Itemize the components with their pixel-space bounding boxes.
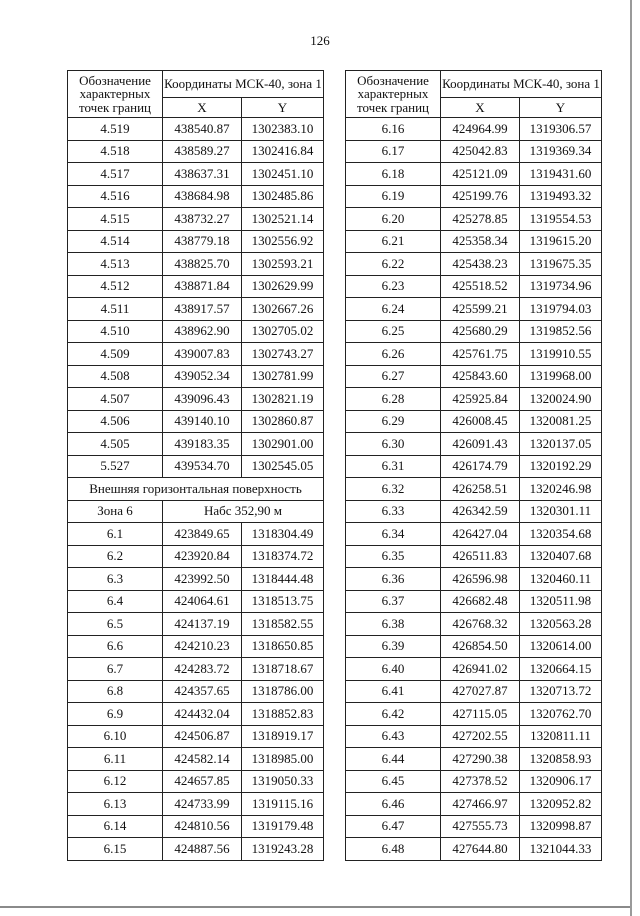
coord-y: 1319968.00	[520, 365, 602, 388]
coord-y: 1320614.00	[520, 635, 602, 658]
coord-y: 1319910.55	[520, 343, 602, 366]
point-id: 4.513	[68, 253, 163, 276]
coord-y: 1318444.48	[242, 568, 324, 591]
coord-x: 425680.29	[441, 320, 520, 343]
table-row	[346, 230, 602, 253]
coord-x: 438589.27	[163, 140, 242, 163]
table-row	[346, 140, 602, 163]
point-id: 6.36	[346, 568, 441, 591]
point-id: 4.507	[68, 388, 163, 411]
table-row	[68, 208, 324, 231]
coord-y: 1318304.49	[242, 523, 324, 546]
table-row	[346, 343, 602, 366]
coord-x: 424357.65	[163, 680, 242, 703]
coord-y: 1318786.00	[242, 680, 324, 703]
point-id: 6.47	[346, 815, 441, 838]
table-row	[346, 613, 602, 636]
header-coordinates: Координаты МСК-40, зона 1	[163, 71, 324, 98]
coord-x: 439052.34	[163, 365, 242, 388]
coord-y: 1320858.93	[520, 748, 602, 771]
coord-y: 1320137.05	[520, 433, 602, 456]
point-id: 4.512	[68, 275, 163, 298]
table-row	[68, 545, 324, 568]
point-id: 6.43	[346, 725, 441, 748]
coord-x: 426091.43	[441, 433, 520, 456]
coord-x: 438540.87	[163, 118, 242, 141]
point-id: 4.505	[68, 433, 163, 456]
coord-y: 1302485.86	[242, 185, 324, 208]
table-row	[346, 455, 602, 478]
table-row	[68, 635, 324, 658]
table-row	[346, 253, 602, 276]
coord-x: 425925.84	[441, 388, 520, 411]
point-id: 6.44	[346, 748, 441, 771]
page-number: 126	[310, 33, 330, 48]
coord-y: 1302593.21	[242, 253, 324, 276]
table-row	[346, 118, 602, 141]
point-id: 6.24	[346, 298, 441, 321]
table-row	[68, 118, 324, 141]
coord-x: 438684.98	[163, 185, 242, 208]
coord-y: 1320460.11	[520, 568, 602, 591]
coord-y: 1320713.72	[520, 680, 602, 703]
point-id: 4.519	[68, 118, 163, 141]
coord-y: 1302629.99	[242, 275, 324, 298]
table-row	[68, 343, 324, 366]
point-id: 6.41	[346, 680, 441, 703]
point-id: 6.8	[68, 680, 163, 703]
table-row	[68, 455, 324, 478]
table-row	[346, 523, 602, 546]
point-id: 6.21	[346, 230, 441, 253]
point-id: 6.39	[346, 635, 441, 658]
coord-y: 1318582.55	[242, 613, 324, 636]
coord-y: 1319050.33	[242, 770, 324, 793]
coord-x: 427466.97	[441, 793, 520, 816]
table-row	[68, 500, 324, 523]
coord-x: 438779.18	[163, 230, 242, 253]
point-id: 6.22	[346, 253, 441, 276]
table-row	[346, 635, 602, 658]
point-id: 6.23	[346, 275, 441, 298]
coord-x: 423849.65	[163, 523, 242, 546]
zone-height: Набс 352,90 м	[163, 500, 324, 523]
table-row	[68, 793, 324, 816]
table-row	[68, 658, 324, 681]
coord-y: 1318919.17	[242, 725, 324, 748]
coord-y: 1318513.75	[242, 590, 324, 613]
table-row	[346, 838, 602, 861]
coord-y: 1302451.10	[242, 163, 324, 186]
coord-y: 1302667.26	[242, 298, 324, 321]
point-id: 4.510	[68, 320, 163, 343]
coord-x: 424887.56	[163, 838, 242, 861]
coord-x: 427027.87	[441, 680, 520, 703]
point-id: 6.12	[68, 770, 163, 793]
coord-x: 425199.76	[441, 185, 520, 208]
table-row	[346, 298, 602, 321]
table-row	[68, 163, 324, 186]
table-row	[346, 185, 602, 208]
coord-x: 423920.84	[163, 545, 242, 568]
coord-y: 1320246.98	[520, 478, 602, 501]
table-row	[68, 478, 324, 501]
coord-y: 1320024.90	[520, 388, 602, 411]
table-row	[346, 770, 602, 793]
left-table-body	[68, 118, 324, 861]
coord-x: 426596.98	[441, 568, 520, 591]
zone-label: Зона 6	[68, 500, 163, 523]
table-row	[68, 230, 324, 253]
coord-x: 426768.32	[441, 613, 520, 636]
table-row	[68, 568, 324, 591]
table-row	[68, 140, 324, 163]
coord-y: 1302705.02	[242, 320, 324, 343]
coord-y: 1318374.72	[242, 545, 324, 568]
coord-y: 1320762.70	[520, 703, 602, 726]
coord-x: 426854.50	[441, 635, 520, 658]
coord-y: 1318718.67	[242, 658, 324, 681]
coord-y: 1320192.29	[520, 455, 602, 478]
header-y: Y	[520, 98, 602, 118]
coord-x: 425843.60	[441, 365, 520, 388]
point-id: 6.30	[346, 433, 441, 456]
point-id: 6.46	[346, 793, 441, 816]
coord-x: 438825.70	[163, 253, 242, 276]
table-row	[68, 838, 324, 861]
point-id: 4.517	[68, 163, 163, 186]
point-id: 6.48	[346, 838, 441, 861]
table-row	[346, 658, 602, 681]
coord-x: 426511.83	[441, 545, 520, 568]
point-id: 6.1	[68, 523, 163, 546]
point-id: 6.20	[346, 208, 441, 231]
coordinates-table-left	[67, 70, 324, 861]
coord-x: 426258.51	[441, 478, 520, 501]
point-id: 4.515	[68, 208, 163, 231]
table-row	[346, 365, 602, 388]
point-id: 6.15	[68, 838, 163, 861]
coord-y: 1319115.16	[242, 793, 324, 816]
coord-y: 1320407.68	[520, 545, 602, 568]
coord-x: 424064.61	[163, 590, 242, 613]
coord-x: 439140.10	[163, 410, 242, 433]
coord-y: 1319794.03	[520, 298, 602, 321]
coord-x: 426941.02	[441, 658, 520, 681]
table-row	[346, 320, 602, 343]
point-id: 6.34	[346, 523, 441, 546]
coordinates-table-right	[345, 70, 602, 861]
point-id: 6.14	[68, 815, 163, 838]
point-id: 6.16	[346, 118, 441, 141]
coord-y: 1319554.53	[520, 208, 602, 231]
point-id: 4.511	[68, 298, 163, 321]
table-row	[346, 680, 602, 703]
coord-x: 424506.87	[163, 725, 242, 748]
point-id: 6.31	[346, 455, 441, 478]
table-row	[68, 523, 324, 546]
coord-y: 1319431.60	[520, 163, 602, 186]
table-row	[68, 410, 324, 433]
coord-x: 427290.38	[441, 748, 520, 771]
table-row	[346, 388, 602, 411]
coord-y: 1320664.15	[520, 658, 602, 681]
coord-y: 1320998.87	[520, 815, 602, 838]
point-id: 4.516	[68, 185, 163, 208]
table-row	[68, 275, 324, 298]
coord-x: 425042.83	[441, 140, 520, 163]
coord-y: 1320081.25	[520, 410, 602, 433]
coord-y: 1319306.57	[520, 118, 602, 141]
table-row	[346, 545, 602, 568]
table-row	[346, 410, 602, 433]
coord-x: 425278.85	[441, 208, 520, 231]
point-id: 6.13	[68, 793, 163, 816]
coord-x: 425761.75	[441, 343, 520, 366]
header-coordinates: Координаты МСК-40, зона 1	[441, 71, 602, 98]
point-id: 6.11	[68, 748, 163, 771]
coord-y: 1302556.92	[242, 230, 324, 253]
table-row	[68, 185, 324, 208]
table-row	[68, 725, 324, 748]
point-id: 6.25	[346, 320, 441, 343]
coord-y: 1320906.17	[520, 770, 602, 793]
coord-y: 1302781.99	[242, 365, 324, 388]
coord-x: 425518.52	[441, 275, 520, 298]
header-y: Y	[242, 98, 324, 118]
table-row	[346, 815, 602, 838]
coord-x: 425599.21	[441, 298, 520, 321]
coord-y: 1319615.20	[520, 230, 602, 253]
section-title-row: Внешняя горизонтальная поверхность	[68, 478, 324, 501]
table-row	[68, 815, 324, 838]
table-row	[346, 793, 602, 816]
coord-x: 424657.85	[163, 770, 242, 793]
table-row	[68, 320, 324, 343]
point-id: 6.42	[346, 703, 441, 726]
coord-x: 425121.09	[441, 163, 520, 186]
coord-y: 1320563.28	[520, 613, 602, 636]
table-row	[346, 748, 602, 771]
header-x: X	[441, 98, 520, 118]
table-row	[346, 275, 602, 298]
point-id: 6.32	[346, 478, 441, 501]
page-frame-bottom-edge	[0, 906, 630, 908]
coord-y: 1302860.87	[242, 410, 324, 433]
coord-y: 1302383.10	[242, 118, 324, 141]
point-id: 6.45	[346, 770, 441, 793]
coord-x: 425358.34	[441, 230, 520, 253]
table-row	[346, 500, 602, 523]
coord-y: 1319179.48	[242, 815, 324, 838]
coord-y: 1319493.32	[520, 185, 602, 208]
point-id: 6.9	[68, 703, 163, 726]
coord-x: 426427.04	[441, 523, 520, 546]
table-row	[346, 433, 602, 456]
table-row	[68, 613, 324, 636]
point-id: 6.28	[346, 388, 441, 411]
coord-y: 1318852.83	[242, 703, 324, 726]
table-row	[346, 163, 602, 186]
point-id: 6.10	[68, 725, 163, 748]
table-row	[68, 748, 324, 771]
coord-x: 426682.48	[441, 590, 520, 613]
coord-x: 424137.19	[163, 613, 242, 636]
point-id: 6.6	[68, 635, 163, 658]
coord-x: 427115.05	[441, 703, 520, 726]
coord-x: 424733.99	[163, 793, 242, 816]
coord-y: 1302521.14	[242, 208, 324, 231]
table-row	[346, 725, 602, 748]
coord-x: 438732.27	[163, 208, 242, 231]
point-id: 6.35	[346, 545, 441, 568]
table-row	[68, 770, 324, 793]
coord-y: 1319852.56	[520, 320, 602, 343]
coord-x: 424964.99	[441, 118, 520, 141]
point-id: 6.3	[68, 568, 163, 591]
coord-x: 427378.52	[441, 770, 520, 793]
point-id: 4.509	[68, 343, 163, 366]
coord-x: 439096.43	[163, 388, 242, 411]
coord-x: 439534.70	[163, 455, 242, 478]
point-id: 4.514	[68, 230, 163, 253]
point-id: 6.37	[346, 590, 441, 613]
coord-y: 1320511.98	[520, 590, 602, 613]
table-row	[346, 703, 602, 726]
table-row	[68, 590, 324, 613]
table-row	[346, 568, 602, 591]
coord-x: 427202.55	[441, 725, 520, 748]
point-id: 5.527	[68, 455, 163, 478]
point-id: 4.518	[68, 140, 163, 163]
point-id: 6.2	[68, 545, 163, 568]
coord-y: 1319734.96	[520, 275, 602, 298]
coord-x: 426008.45	[441, 410, 520, 433]
point-id: 6.38	[346, 613, 441, 636]
coord-x: 439183.35	[163, 433, 242, 456]
table-row	[346, 590, 602, 613]
coord-y: 1302821.19	[242, 388, 324, 411]
coord-y: 1319243.28	[242, 838, 324, 861]
coord-y: 1321044.33	[520, 838, 602, 861]
point-id: 6.19	[346, 185, 441, 208]
coord-y: 1319369.34	[520, 140, 602, 163]
page-frame-right-edge	[630, 0, 632, 916]
coord-x: 427555.73	[441, 815, 520, 838]
point-id: 4.508	[68, 365, 163, 388]
coord-x: 439007.83	[163, 343, 242, 366]
coord-y: 1318650.85	[242, 635, 324, 658]
coord-x: 438637.31	[163, 163, 242, 186]
coord-y: 1302545.05	[242, 455, 324, 478]
coord-x: 438871.84	[163, 275, 242, 298]
coord-x: 427644.80	[441, 838, 520, 861]
coord-x: 426342.59	[441, 500, 520, 523]
coord-x: 438917.57	[163, 298, 242, 321]
point-id: 6.5	[68, 613, 163, 636]
coord-x: 424210.23	[163, 635, 242, 658]
coord-y: 1320354.68	[520, 523, 602, 546]
coord-y: 1302901.00	[242, 433, 324, 456]
table-row	[68, 253, 324, 276]
point-id: 6.40	[346, 658, 441, 681]
table-row	[346, 478, 602, 501]
coord-y: 1320952.82	[520, 793, 602, 816]
table-row	[68, 433, 324, 456]
point-id: 6.26	[346, 343, 441, 366]
point-id: 4.506	[68, 410, 163, 433]
coord-x: 426174.79	[441, 455, 520, 478]
point-id: 6.17	[346, 140, 441, 163]
header-x: X	[163, 98, 242, 118]
table-row	[346, 208, 602, 231]
coord-y: 1302743.27	[242, 343, 324, 366]
point-id: 6.4	[68, 590, 163, 613]
coord-y: 1320301.11	[520, 500, 602, 523]
coord-y: 1320811.11	[520, 725, 602, 748]
coord-x: 424810.56	[163, 815, 242, 838]
coord-y: 1318985.00	[242, 748, 324, 771]
table-row	[68, 388, 324, 411]
header-designation: Обозначение характерных точек границ	[68, 71, 163, 118]
table-row	[68, 298, 324, 321]
point-id: 6.27	[346, 365, 441, 388]
right-table-body	[346, 118, 602, 861]
coord-x: 425438.23	[441, 253, 520, 276]
coord-x: 423992.50	[163, 568, 242, 591]
point-id: 6.33	[346, 500, 441, 523]
coord-y: 1319675.35	[520, 253, 602, 276]
table-row	[68, 703, 324, 726]
table-row	[68, 680, 324, 703]
coord-y: 1302416.84	[242, 140, 324, 163]
point-id: 6.18	[346, 163, 441, 186]
point-id: 6.7	[68, 658, 163, 681]
coord-x: 424582.14	[163, 748, 242, 771]
table-row	[68, 365, 324, 388]
coord-x: 424283.72	[163, 658, 242, 681]
point-id: 6.29	[346, 410, 441, 433]
coord-x: 438962.90	[163, 320, 242, 343]
coord-x: 424432.04	[163, 703, 242, 726]
header-designation: Обозначение характерных точек границ	[346, 71, 441, 118]
